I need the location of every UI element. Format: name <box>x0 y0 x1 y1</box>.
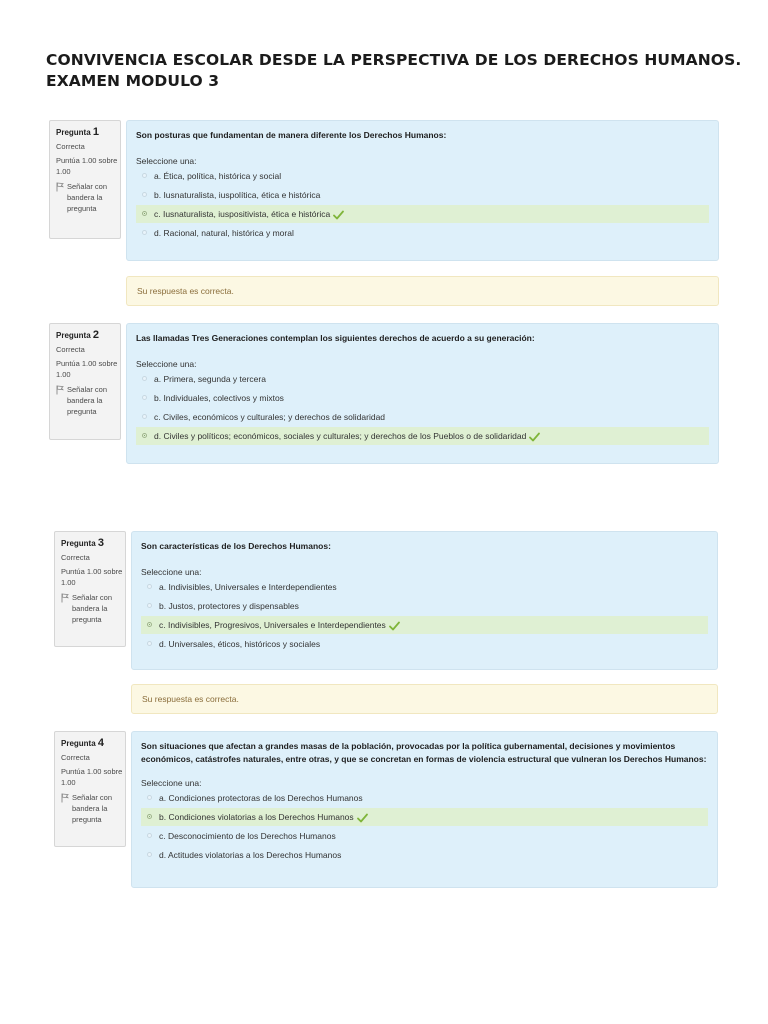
question-content <box>126 120 719 261</box>
radio-button[interactable] <box>147 833 152 838</box>
answer-option[interactable]: d. Actitudes violatorias a los Derechos Humanos <box>141 846 708 864</box>
checkmark-icon <box>389 621 400 631</box>
document-title <box>46 50 746 92</box>
question-status: Correcta <box>56 345 85 354</box>
question-info-panel <box>54 731 126 847</box>
flag-question-label: Señalar con bandera la pregunta <box>67 385 108 416</box>
question-text: Son posturas que fundamentan de manera diferente los Derechos Humanos: <box>136 130 447 140</box>
radio-button[interactable] <box>147 852 152 857</box>
flag-question-link[interactable] <box>56 181 120 214</box>
question-info-panel <box>54 531 126 647</box>
flag-question-label: Señalar con bandera la pregunta <box>67 182 108 213</box>
answer-option[interactable]: c. Desconocimiento de los Derechos Humanos <box>141 827 708 845</box>
answer-option[interactable]: a. Indivisibles, Universales e Interdependientes <box>141 578 708 596</box>
question-text: Las llamadas Tres Generaciones contemplan los siguientes derechos de acuerdo a su generación: <box>136 333 535 343</box>
answer-option[interactable]: b. Individuales, colectivos y mixtos <box>136 389 709 407</box>
radio-button[interactable] <box>147 641 152 646</box>
answer-option[interactable]: d. Racional, natural, histórica y moral <box>136 224 709 242</box>
feedback-message: Su respuesta es correcta. <box>126 276 719 306</box>
flag-icon <box>61 593 69 603</box>
feedback-message: Su respuesta es correcta. <box>131 684 718 714</box>
question-content <box>126 323 719 464</box>
flag-question-link[interactable] <box>56 384 120 417</box>
radio-button-selected[interactable] <box>142 211 147 216</box>
answer-option[interactable]: b. Justos, protectores y dispensables <box>141 597 708 615</box>
question-info-panel <box>49 323 121 440</box>
flag-question-label: Señalar con bandera la pregunta <box>72 793 113 824</box>
radio-button[interactable] <box>147 603 152 608</box>
answer-prompt: Seleccione una: <box>141 567 202 577</box>
answer-prompt: Seleccione una: <box>136 156 197 166</box>
answer-option-selected[interactable]: d. Civiles y políticos; económicos, sociales y culturales; y derechos de los Pueblos o de solidaridad <box>136 427 709 445</box>
question-number: Pregunta 2 <box>56 329 100 341</box>
question-status: Correcta <box>61 553 90 562</box>
question-content <box>131 731 718 888</box>
answer-option-selected[interactable]: c. Iusnaturalista, iuspositivista, ética e histórica <box>136 205 709 223</box>
question-score: Puntúa 1.00 sobre 1.00 <box>61 567 123 587</box>
question-status: Correcta <box>61 753 90 762</box>
checkmark-icon <box>333 210 344 220</box>
question-info-panel <box>49 120 121 239</box>
answer-option[interactable]: a. Primera, segunda y tercera <box>136 370 709 388</box>
answer-option[interactable]: d. Universales, éticos, históricos y sociales <box>141 635 708 653</box>
radio-button[interactable] <box>142 192 147 197</box>
answer-prompt: Seleccione una: <box>141 778 202 788</box>
question-score: Puntúa 1.00 sobre 1.00 <box>56 359 118 379</box>
question-number: Pregunta 4 <box>61 737 105 749</box>
answer-option[interactable]: a. Condiciones protectoras de los Derechos Humanos <box>141 789 708 807</box>
flag-icon <box>61 793 69 803</box>
radio-button[interactable] <box>147 584 152 589</box>
checkmark-icon <box>357 813 368 823</box>
radio-button[interactable] <box>142 376 147 381</box>
radio-button[interactable] <box>142 230 147 235</box>
radio-button-selected[interactable] <box>142 433 147 438</box>
question-text: Son características de los Derechos Humanos: <box>141 541 331 551</box>
flag-icon <box>56 385 64 395</box>
radio-button-selected[interactable] <box>147 622 152 627</box>
question-status: Correcta <box>56 142 85 151</box>
answer-prompt: Seleccione una: <box>136 359 197 369</box>
radio-button[interactable] <box>147 795 152 800</box>
document-title-line-1: CONVIVENCIA ESCOLAR DESDE LA PERSPECTIVA DE LOS DERECHOS HUMANOS. <box>46 51 742 69</box>
question-score: Puntúa 1.00 sobre 1.00 <box>56 156 118 176</box>
answer-option[interactable]: c. Civiles, económicos y culturales; y derechos de solidaridad <box>136 408 709 426</box>
question-content <box>131 531 718 670</box>
answer-option-selected[interactable]: c. Indivisibles, Progresivos, Universales e Interdependientes <box>141 616 708 634</box>
radio-button-selected[interactable] <box>147 814 152 819</box>
question-number: Pregunta 1 <box>56 126 100 138</box>
checkmark-icon <box>529 432 540 442</box>
radio-button[interactable] <box>142 395 147 400</box>
question-score: Puntúa 1.00 sobre 1.00 <box>61 767 123 787</box>
flag-question-link[interactable] <box>61 792 125 825</box>
flag-question-label: Señalar con bandera la pregunta <box>72 593 113 624</box>
radio-button[interactable] <box>142 173 147 178</box>
document-title-line-2: EXAMEN MODULO 3 <box>46 72 220 90</box>
flag-icon <box>56 182 64 192</box>
answer-option[interactable]: a. Ética, política, histórica y social <box>136 167 709 185</box>
question-number: Pregunta 3 <box>61 537 105 549</box>
answer-option[interactable]: b. Iusnaturalista, iuspolítica, ética e histórica <box>136 186 709 204</box>
answer-option-selected[interactable]: b. Condiciones violatorias a los Derechos Humanos <box>141 808 708 826</box>
flag-question-link[interactable] <box>61 592 125 625</box>
radio-button[interactable] <box>142 414 147 419</box>
question-text: Son situaciones que afectan a grandes masas de la población, provocadas por la política gubernamental, decisiones y movimientos económicos, catástrofes naturales, entre otras, y que se concretan en formas de violencia estructural que vulneran los Derechos Humanos: <box>141 741 707 764</box>
